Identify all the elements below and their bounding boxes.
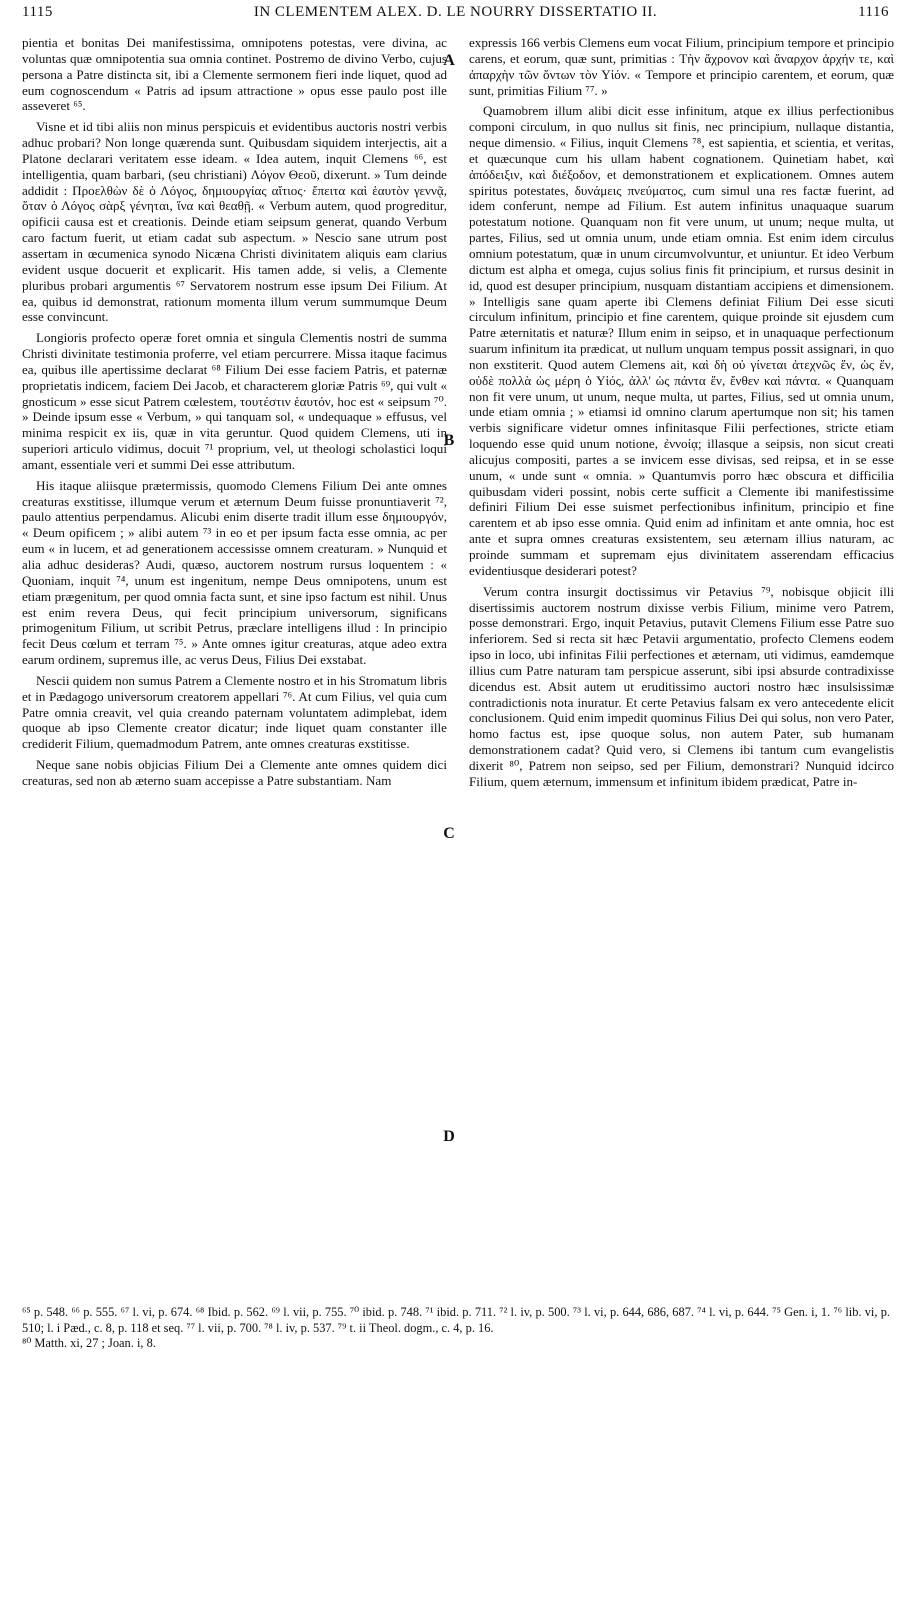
margin-letter-c: C	[443, 825, 455, 842]
right-paragraph-1: expressis 166 verbis Clemens eum vocat Filium, principium tempore et principio carens, et eorum, quæ sunt, primitias : Τὴν ἄχρονον καὶ ἄναρχον ἀρχήν τε, καὶ ἀπαρχὴν τῶν ὄντων τὸν Υἱόν. « Tempore et principio carentem, et eorum, quæ sunt, primitias Filium ⁷⁷. »	[469, 35, 894, 98]
margin-letter-b: B	[443, 432, 455, 449]
page-header	[22, 4, 889, 28]
margin-letter-a: A	[443, 52, 455, 69]
page-number-right: 1116	[858, 4, 889, 20]
left-paragraph-4: His itaque aliisque prætermissis, quomodo Clemens Filium Dei ante omnes creaturas exstitisse, illumque verum et æternum Deum fuisse pronuntiaverit ⁷², paulo attentius perpendamus. Alicubi enim diserte tradit illum esse δημιουργόν, « Deum opificem ; » alibi autem ⁷³ in eo et per ipsum facta esse omnia, ac per eum « in lucem, et ad generationem accessisse omnem creaturam. » Nunquid et alia adhuc desideras? Audi, quæso, auctorem nostrum rursus loquentem : « Quoniam, inquit ⁷⁴, unum est ingenitum, nempe Deus omnipotens, unum est etiam prægenitum, per quod omnia facta sunt, et sine ipso factum est nihil. Unus est enim revera Deus, qui fecit principium universorum, significans primogenitum Filium, ut scribit Petrus, præclare intelligens illud : In principio fecit Deus cœlum et terram ⁷⁵. » Ante omnes igitur creaturas, atque adeo extra earum ordinem, supremus ille, ac verus Deus, Filius Dei exstabat.	[22, 477, 447, 668]
page-number-left: 1115	[22, 4, 53, 20]
left-paragraph-6: Neque sane nobis objicias Filium Dei a Clemente ante omnes quidem dici creaturas, sed non ab æterno suam accepisse a Patre substantiam. Nam	[22, 757, 447, 788]
running-title: IN CLEMENTEM ALEX. D. LE NOURRY DISSERTATIO II.	[253, 4, 658, 20]
left-paragraph-2: Visne et id tibi aliis non minus perspicuis et evidentibus auctoris nostri verbis adhuc probari? Non longe quærenda sunt. Quibusdam siquidem interjectis, ait a Platone declarari veritatem esse ideam. « Idea autem, inquit Clemens ⁶⁶, est intelligentia, quam barbari, (seu christiani) Λόγον Θεοῦ, dixerunt. » Tum deinde addidit : Προελθὼν δὲ ὁ Λόγος, δημιουργίας αἴτιος· ἔπειτα καὶ ἑαυτὸν γεννᾷ, ὅταν ὁ Λόγος σὰρξ γένηται, ἵνα καὶ θεαθῇ. « Verbum autem, quod progreditur, opificii causa est et creationis. Deinde etiam seipsum generat, quando Verbum caro factum fuerit, ut etiam cadat sub aspectum. » Nescio sane utrum post assertam in œcumenica synodo Nicæna Christi divinitatem aliquis eam clarius evident usque docuerit et explicarit. His tamen adde, si velis, a Clemente pluribus probari argumentis ⁶⁷ Servatorem nostrum esse ipsum Dei Filium. At ea, quibus id demonstrat, rationum momenta illum verum summumque Deum esse convincunt.	[22, 119, 447, 325]
left-column	[22, 35, 447, 1290]
right-column	[469, 35, 894, 1290]
footnotes	[22, 1305, 890, 1352]
footnote-line-1: ⁶⁵ p. 548. ⁶⁶ p. 555. ⁶⁷ l. vi, p. 674. ⁶⁸ Ibid. p. 562. ⁶⁹ l. vii, p. 755. ⁷⁰ ibid. p. 748. ⁷¹ ibid. p. 711. ⁷² l. iv, p. 500. ⁷³ l. vi, p. 644, 686, 687. ⁷⁴ l. vi, p. 644. ⁷⁵ Gen. i, 1. ⁷⁶ lib. vi, p. 510; l. i Pæd., c. 8, p. 118 et seq. ⁷⁷ l. vii, p. 700. ⁷⁸ l. iv, p. 537. ⁷⁹ t. ii Theol. dogm., c. 4, p. 16.	[22, 1305, 890, 1335]
right-paragraph-2: Quamobrem illum alibi dicit esse infinitum, atque ex illius perfectionibus componi circulum, in quo nullus sit finis, nec principium, nullaque distantia, neque dimensio. « Filius, inquit Clemens ⁷⁸, est sapientia, et scientia, et veritas, et quæcunque cum his ullam habent cognationem. Quinetiam habet, καὶ ἀπόδειξιν, καὶ διέξοδον, et demonstrationem et explicationem. Omnes autem spiritus potestates, δυνάμεις πνεύματος, cum simul una res factæ fuerint, ad idem conferunt, nempe ad Filium. Est autem infinitus unaquaque suarum potestatum notione. Quanquam non fit vere unum, ut unum; neque multa, ut partes, Filius, sed ut omnia unum, unde etiam omnia. Est enim idem circulus omnium potestatum, quæ in unum circumvolvuntur, et uniuntur. Et ideo Verbum dictum est alpha et omega, cujus solius finis fit principium, et rursus desinit in id, quod est desuper principium, nusquam distantiam accipiens et dimensionem. » Intelligis sane quam aperte ibi Clemens definiat Filium Dei esse sicuti circulum infinitum, principio et fine carentem, quique proinde sit ejusdem cum Patre æternitatis et naturæ? Illum enim in seipso, et in unaquaque perfectionum suarum infinitum ita prædicat, ut nullum unquam tempus possit assignari, in quo non exstiterit. Quod autem Clemens ait, καὶ δὴ οὐ γίνεται ἀτεχνῶς ἕν, ὡς ἕν, οὐδὲ πολλὰ ὡς μέρη ὁ Υἱός, ἀλλ' ὡς πάντα ἕν, ἔνθεν καὶ πάντα. « Quanquam non fit vere unum, ut unum, neque multa, ut partes, Filius, sed ut omnia unum, unde etiam omnia ; » etiamsi id omnino clarum apertumque non sit; his tamen verbis significare videtur omnes infinitasque Filii perfectiones, stricte etiam loquendo esse quid unum notione, ἐννοίᾳ; illasque a seipsis, non sicut creati alicujus compositi, partes a se invicem esse divisas, sed reipsa, et in se esse unum, « unde sunt « omnia. » Quantumvis porro hæc obscura et difficilia quibusdam videri possint, nobis certe sufficit a Clemente ibi manifestissime definiri Filium Dei esse suismet perfectionibus infinitum, principio et fine carentem et ab ipso esse omnia. Quid enim ad infinitam et ante omnia, hoc est ante et supra omnes creaturas exsistentem, seu æternam illius naturam, ac proinde summam et supremam ejus divinitatem asserendam efficacius evidentiusque desiderari potest?	[469, 103, 894, 578]
margin-letter-d: D	[443, 1128, 455, 1145]
left-paragraph-5: Nescii quidem non sumus Patrem a Clemente nostro et in his Stromatum libris et in Pædagogo universorum creatorem appellari ⁷⁶. At cum Filius, vel quia cum Patre omnia creavit, vel quia creando paternam voluntatem adimplebat, idem quoque ab ipso Clemente creator dicatur; inde liquet quam constanter ille crediderit Filium, quemadmodum Patrem, ante omnes creaturas exstitisse.	[22, 672, 447, 752]
left-paragraph-1: pientia et bonitas Dei manifestissima, omnipotens potestas, vere divina, ac voluntas quæ omnipotentia sua omnia continet. Postremo de divino Verbo, cujus persona a Patre distincta sit, ibi a Clemente sermonem fieri inde liquet, quod ad eum cognoscendum « Patris ad ipsum attractione » opus esse paulo post ille asseveret ⁶⁵.	[22, 35, 447, 114]
left-paragraph-3: Longioris profecto operæ foret omnia et singula Clementis nostri de summa Christi divinitate testimonia proferre, vel etiam percurrere. Missa itaque facimus ea, quibus ille apertissime declarat ⁶⁸ Filium Dei esse faciem Patris, et paternæ proprietatis indicem, faciem Dei Jacob, et characterem gloriæ Patris ⁶⁹, qui vult « gnosticum » esse sicut Patrem cœlestem, τουτέστιν ἑαυτόν, hoc est « seipsum ⁷⁰. » Deinde ipsum esse « Verbum, » qui tanquam sol, « undequaque » effusus, vel minima respicit ex iis, quæ in vita geruntur. Quod quidem Clemens, uti in superiori articulo vidimus, docuit ⁷¹ proprium, vel, ut theologi scholastici loqui amant, essentiale veri et summi Dei esse attributum.	[22, 330, 447, 472]
right-paragraph-3: Verum contra insurgit doctissimus vir Petavius ⁷⁹, nobisque objicit illi disertissimis auctorem nostrum dixisse verbis Filium, minime vero Patrem, posse demonstrari. Ergo, inquit Petavius, putavit Clemens Filium esse Patre suo inferiorem. Sed si recta sit hæc Petavii argumentatio, profecto Clemens eodem ipso in loco, ubi infinitas Filii perfectiones et æternam, uti vidimus, eamdemque illius cum Patre naturam tam perspicue asserunt, sibi ipsi absurde contradixisse dicendus est. Absit autem ut eruditissimo auctori nostro hæc insulsissimæ contradictionis nota inuratur. Et certe Petavius falsam ex vero antecedente elicit conclusionem. Quid enim impedit quominus Filius Dei qui solus, non vero Pater, homo factus est, ipse quoque solus, non autem Pater, sub humanam demonstrationem cadat? Quid vero, si Clemens ibi tantum cum evangelistis dixerit ⁸⁰, Patrem non seipso, sed per Filium, demonstrari? Nunquid idcirco Filium, quem æternum, immensum et infinitum ibidem prædicat, Patre in-	[469, 583, 894, 789]
footnote-line-2: ⁸⁰ Matth. xi, 27 ; Joan. i, 8.	[22, 1336, 156, 1350]
